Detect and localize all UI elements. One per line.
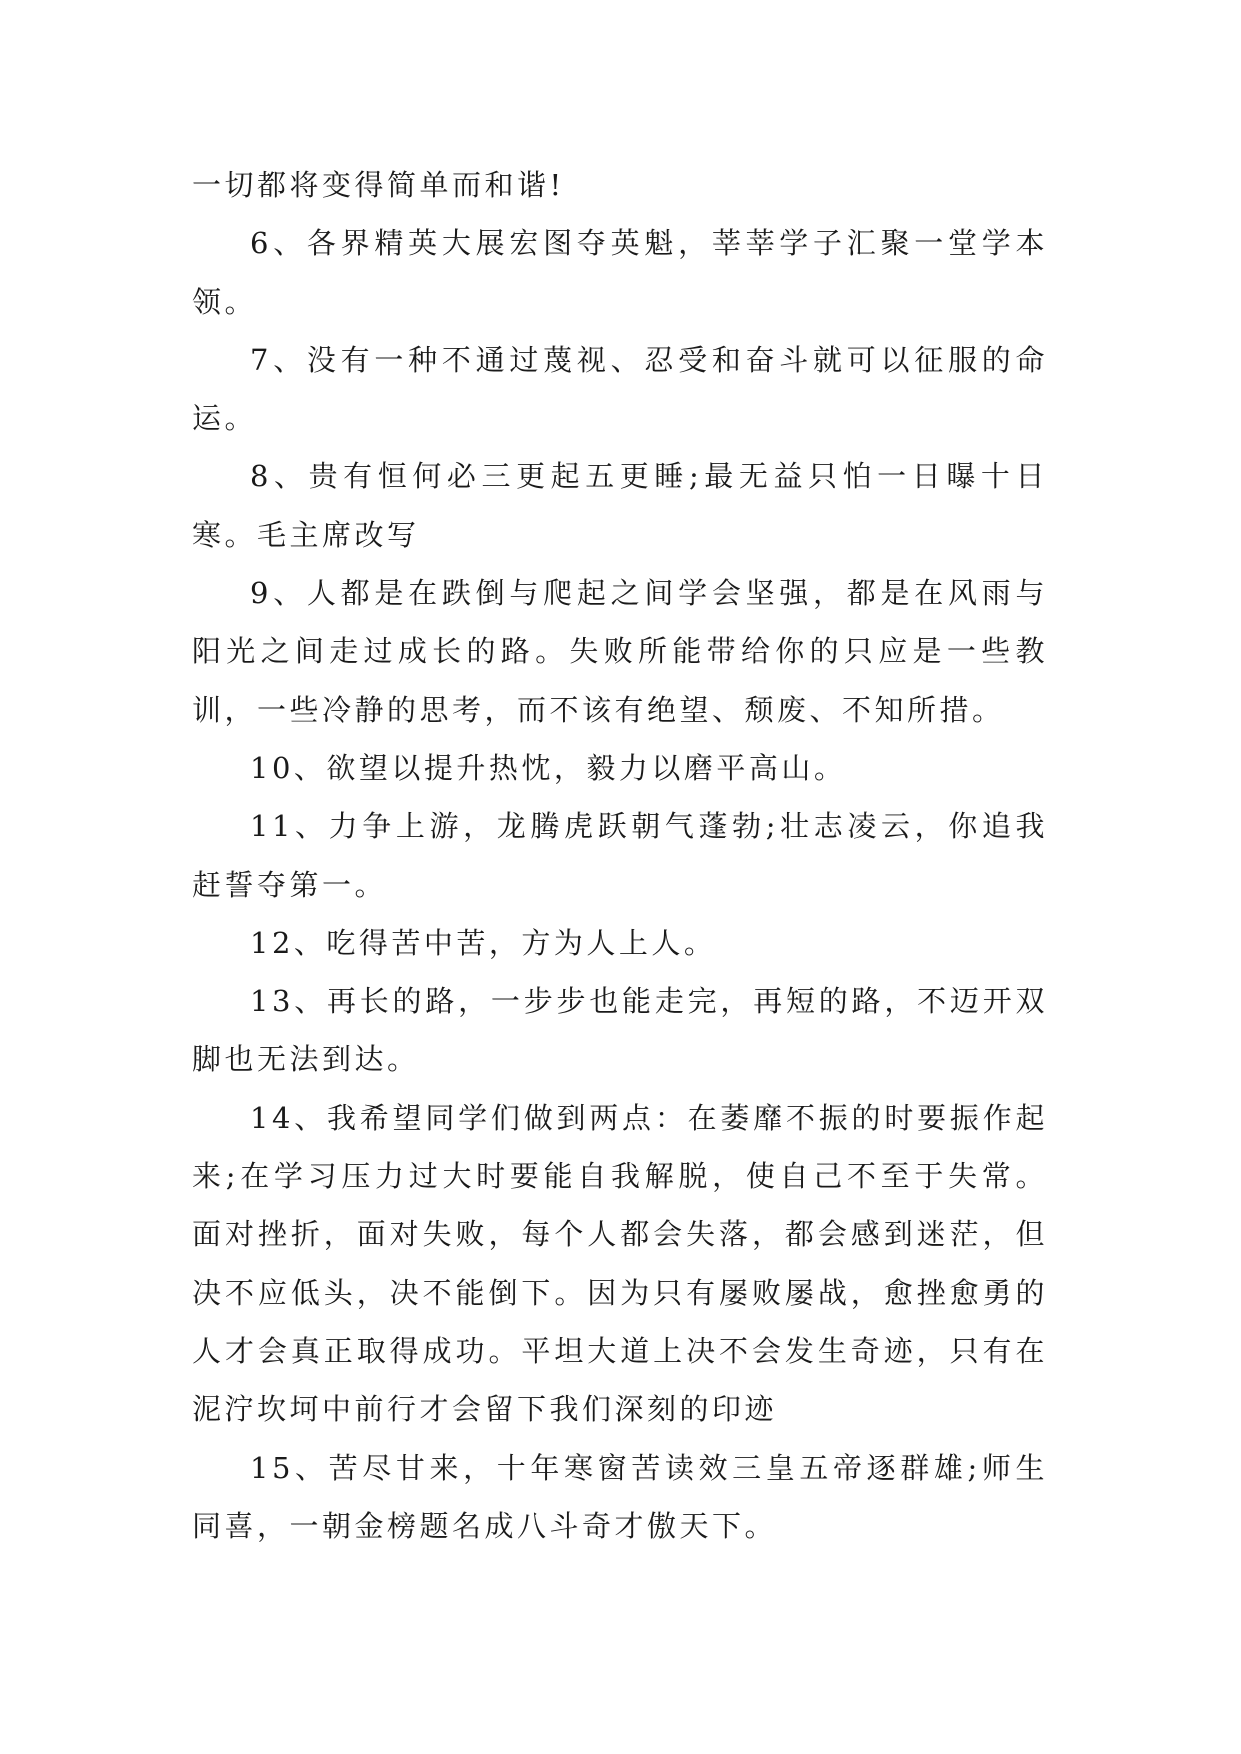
paragraph-item-11: 11、力争上游，龙腾虎跃朝气蓬勃;壮志凌云，你追我赶誓夺第一。 [192,809,1048,902]
paragraph-item-8: 8、贵有恒何必三更起五更睡;最无益只怕一日曝十日寒。毛主席改写 [192,459,1048,552]
paragraph-item-12: 12、吃得苦中苦，方为人上人。 [250,925,717,960]
paragraph-item-13: 13、再长的路，一步步也能走完，再短的路，不迈开双脚也无法到达。 [192,984,1048,1077]
paragraph-continuation: 一切都将变得简单而和谐! [192,168,565,202]
document-body [192,156,1048,1555]
paragraph-item-6: 6、各界精英大展宏图夺英魁，莘莘学子汇聚一堂学本领。 [192,226,1048,319]
paragraph-item-9: 9、人都是在跌倒与爬起之间学会坚强，都是在风雨与阳光之间走过成长的路。失败所能带给你的只应是一些教训，一些冷静的思考，而不该有绝望、颓废、不知所措。 [192,576,1048,727]
paragraph-item-10: 10、欲望以提升热忱，毅力以磨平高山。 [250,750,847,785]
paragraph-item-15: 15、苦尽甘来，十年寒窗苦读效三皇五帝逐群雄;师生同喜，一朝金榜题名成八斗奇才傲天下。 [192,1450,1048,1543]
paragraph-item-14: 14、我希望同学们做到两点：在萎靡不振的时要振作起来;在学习压力过大时要能自我解脱，使自己不至于失常。面对挫折，面对失败，每个人都会失落，都会感到迷茫，但决不应低头，决不能倒下。因为只有屡败屡战，愈挫愈勇的人才会真正取得成功。平坦大道上决不会发生奇迹，只有在泥泞坎坷中前行才会留下我们深刻的印迹 [192,1100,1048,1427]
paragraph-item-7: 7、没有一种不通过蔑视、忍受和奋斗就可以征服的命运。 [192,342,1048,436]
